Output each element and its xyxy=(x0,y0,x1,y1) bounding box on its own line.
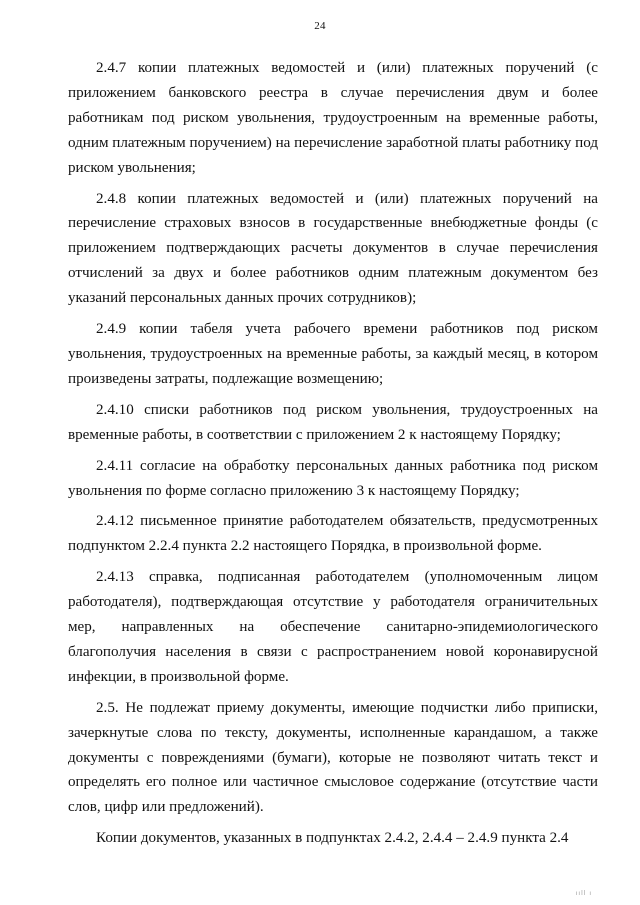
page-number: 24 xyxy=(314,20,326,32)
document-body xyxy=(68,56,598,851)
paragraph-2-4-13: 2.4.13 справка, подписанная работодателем (уполномоченным лицом работодателя), подтверждающая отсутствие у работодателя ограничительных мер, направленных на обеспечение санитарно-эпидемиологического благополучия населения в связи с распространением новой коронавирусной инфекции, в произвольной форме. xyxy=(68,569,598,685)
paragraph-2-4-7: 2.4.7 копии платежных ведомостей и (или) платежных поручений (с приложением банковского реестра в случае перечисления двум и более работникам под риском увольнения, трудоустроенным на временные работы, одним платежным поручением) на перечисление заработной платы работнику под риском увольнения; xyxy=(68,60,598,176)
paragraph-2-4-8: 2.4.8 копии платежных ведомостей и (или) платежных поручений на перечисление страховых взносов в государственные внебюджетные фонды (с приложением подтверждающих расчеты документов в случае перечисления отчислений за двух и более работников одним платежным документом без указаний персональных данных прочих сотрудников); xyxy=(68,190,598,307)
paragraph-2-5: 2.5. Не подлежат приему документы, имеющие подчистки либо приписки, зачеркнутые слова по тексту, документы, исполненные карандашом, а также документы с повреждениями (бумаги), которые не позволяют читать текст и определять его полное или частичное смысловое содержание (отсутствие части слов, цифр или предложений). xyxy=(68,699,598,816)
paragraph-2-4-9: 2.4.9 копии табеля учета рабочего времени работников под риском увольнения, трудоустроенных на временные работы, за каждый месяц, в котором произведены затраты, подлежащие возмещению; xyxy=(68,321,598,387)
paragraph-document-copies: Копии документов, указанных в подпунктах 2.4.2, 2.4.4 – 2.4.9 пункта 2.4 xyxy=(96,830,569,847)
scan-mark: ııll ı xyxy=(575,890,592,897)
paragraph-2-4-10: 2.4.10 списки работников под риском увольнения, трудоустроенных на временные работы, в соответствии с приложением 2 к настоящему Порядку; xyxy=(68,401,598,443)
paragraph-2-4-11: 2.4.11 согласие на обработку персональных данных работника под риском увольнения по форме согласно приложению 3 к настоящему Порядку; xyxy=(68,457,598,499)
paragraph-2-4-12: 2.4.12 письменное принятие работодателем обязательств, предусмотренных подпунктом 2.2.4 пункта 2.2 настоящего Порядка, в произвольной форме. xyxy=(68,513,598,555)
